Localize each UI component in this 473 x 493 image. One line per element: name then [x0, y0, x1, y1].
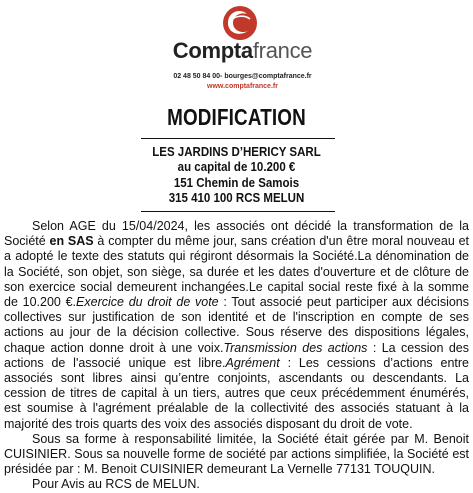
company-capital: au capital de 10.200 € [177, 160, 296, 174]
contact-line: 02 48 50 84 00- bourges@comptafrance.fr [173, 73, 312, 80]
brand-name [155, 38, 330, 64]
paragraph-transformation [4, 219, 469, 432]
brand-name-light: france [252, 38, 313, 63]
text-run: : La cession des actions de l'associé unique est libre. [4, 340, 469, 370]
text-run-bold: en SAS [49, 234, 94, 249]
website-link[interactable]: www.comptafrance.fr [207, 83, 278, 90]
paragraph-closing: Pour Avis au RCS de MELUN. [32, 477, 200, 492]
notice-title: MODIFICATION [167, 104, 306, 130]
text-run: à compter du même jour, sans création d'un être moral nouveau et a adopté le texte des statuts qui régiront désormais la Société.La dénomination de la Société, son objet, son siège, sa durée et les dates d'ouverture et de clôture de son exercice social demeurent inchangées.Le capital social reste fixé à la somme de 10.200 €. [4, 234, 470, 310]
text-run-italic: Exercice du droit de vote [76, 295, 219, 310]
comptafrance-c-mark-icon [221, 5, 259, 41]
notice-body [4, 219, 469, 493]
text-run: : Les cessions d’actions entre associés sont libres ainsi qu’entre conjoints, ascendants ou descendants. La cession de titres de capital à un tiers, autres que ceux précédemment énumérés, est soumise à l'agrément préalable de la collectivité des associés statuant à la majorité des trois quarts des voix des associés disposant du droit de vote. [4, 355, 469, 431]
text-run: Selon AGE du 15/04/2024, les associés ont décidé la transformation de la Société [4, 219, 469, 249]
text-run: : Tout associé peut participer aux décisions collectives sur justification de son identité et de l'inscription en compte de ses actions au jour de la décision collective. Sous réserve des dispositions légales, chaque action donne droit à une voix. [4, 295, 470, 355]
brand-name-bold: Compta [172, 38, 253, 63]
text-run-italic: Transmission des actions [223, 340, 368, 355]
company-rcs: 315 410 100 RCS MELUN [168, 191, 305, 205]
company-address: 151 Chemin de Samois [173, 176, 300, 190]
comptafrance-logo [155, 5, 330, 97]
header-divider [141, 211, 335, 212]
title-divider [141, 138, 335, 139]
paragraph-management: Sous sa forme à responsabilité limitée, la Société était gérée par M. Benoit CUISINIER. Sous sa nouvelle forme de société par actions simplifiée, la Société est présidée par : M. Benoit CUISINIER demeurant La Vernelle 77131 TOUQUIN. [4, 431, 469, 477]
text-run-italic: Agrément [225, 355, 280, 370]
company-name: LES JARDINS D’HERICY SARL [152, 145, 321, 159]
